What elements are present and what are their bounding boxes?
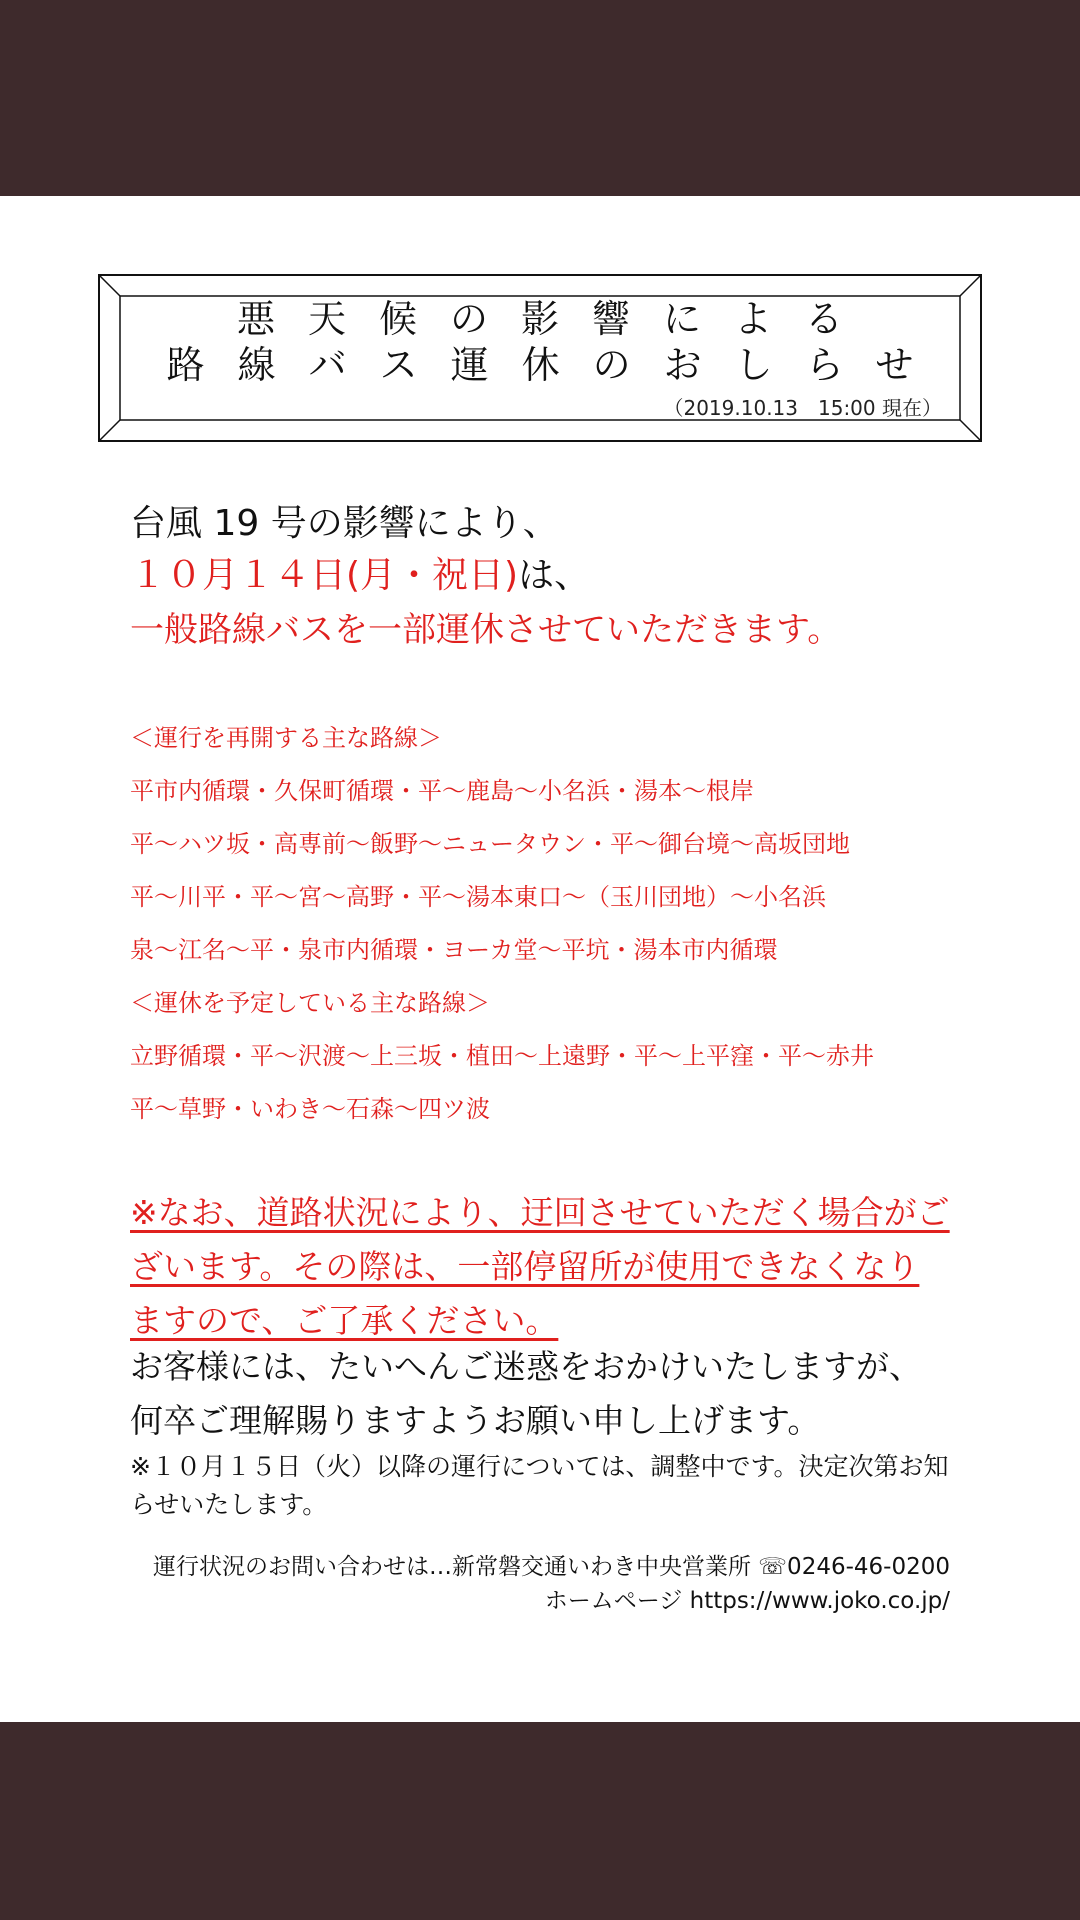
detour-notice: ※なお、道路状況により、迂回させていただく場合がございます。その際は、一部停留所が使用できなくなりますので、ご了承ください。 bbox=[130, 1193, 950, 1340]
contact-info bbox=[130, 1550, 950, 1618]
resume-route-line: 泉～江名～平・泉市内循環・ヨーカ堂～平坑・湯本市内循環 bbox=[130, 936, 778, 964]
title-frame bbox=[98, 274, 982, 442]
intro-line3: 一般路線バスを一部運休させていただきます。 bbox=[130, 610, 842, 650]
apology-text: お客様には、たいへんご迷惑をおかけいたしますが、何卒ご理解賜りますようお願い申し上げます。 bbox=[130, 1347, 922, 1440]
contact-phone: 運行状況のお問い合わせは…新常磐交通いわき中央営業所 ☏0246-46-0200 bbox=[152, 1554, 950, 1580]
date-suffix: は、 bbox=[518, 555, 591, 596]
resume-route-line: 平市内循環・久保町循環・平～鹿島～小名浜・湯本～根岸 bbox=[130, 777, 754, 805]
title-line1: 悪天候の影響による bbox=[236, 297, 876, 341]
routes-section bbox=[130, 712, 970, 1136]
suspension-date: １０月１４日(月・祝日) bbox=[130, 555, 519, 596]
suspend-route-line: 平～草野・いわき～石森～四ツ波 bbox=[130, 1095, 490, 1123]
as-of-date: （2019.10.13 15:00 現在） bbox=[663, 396, 942, 420]
title-line2: 路線バス運休のおしらせ bbox=[166, 343, 947, 387]
suspend-heading: ＜運休を予定している主な路線＞ bbox=[130, 989, 490, 1017]
resume-route-line: 平～川平・平～宮～高野・平～湯本東口～（玉川団地）～小名浜 bbox=[130, 883, 826, 911]
bottom-bar bbox=[0, 1722, 1080, 1920]
intro-line2 bbox=[130, 552, 950, 600]
contact-homepage[interactable]: ホームページ https://www.joko.co.jp/ bbox=[544, 1588, 950, 1614]
resume-heading: ＜運行を再開する主な路線＞ bbox=[130, 724, 442, 752]
later-notice: ※１０月１５日（火）以降の運行については、調整中です。決定次第お知らせいたします。 bbox=[130, 1452, 949, 1519]
suspend-route-line: 立野循環・平～沢渡～上三坂・植田～上遠野・平～上平窪・平～赤井 bbox=[130, 1042, 874, 1070]
resume-route-line: 平～ハツ坂・高専前～飯野～ニュータウン・平～御台境～高坂団地 bbox=[130, 830, 850, 858]
intro-line1: 台風 19 号の影響により、 bbox=[130, 503, 559, 544]
top-bar bbox=[0, 0, 1080, 196]
